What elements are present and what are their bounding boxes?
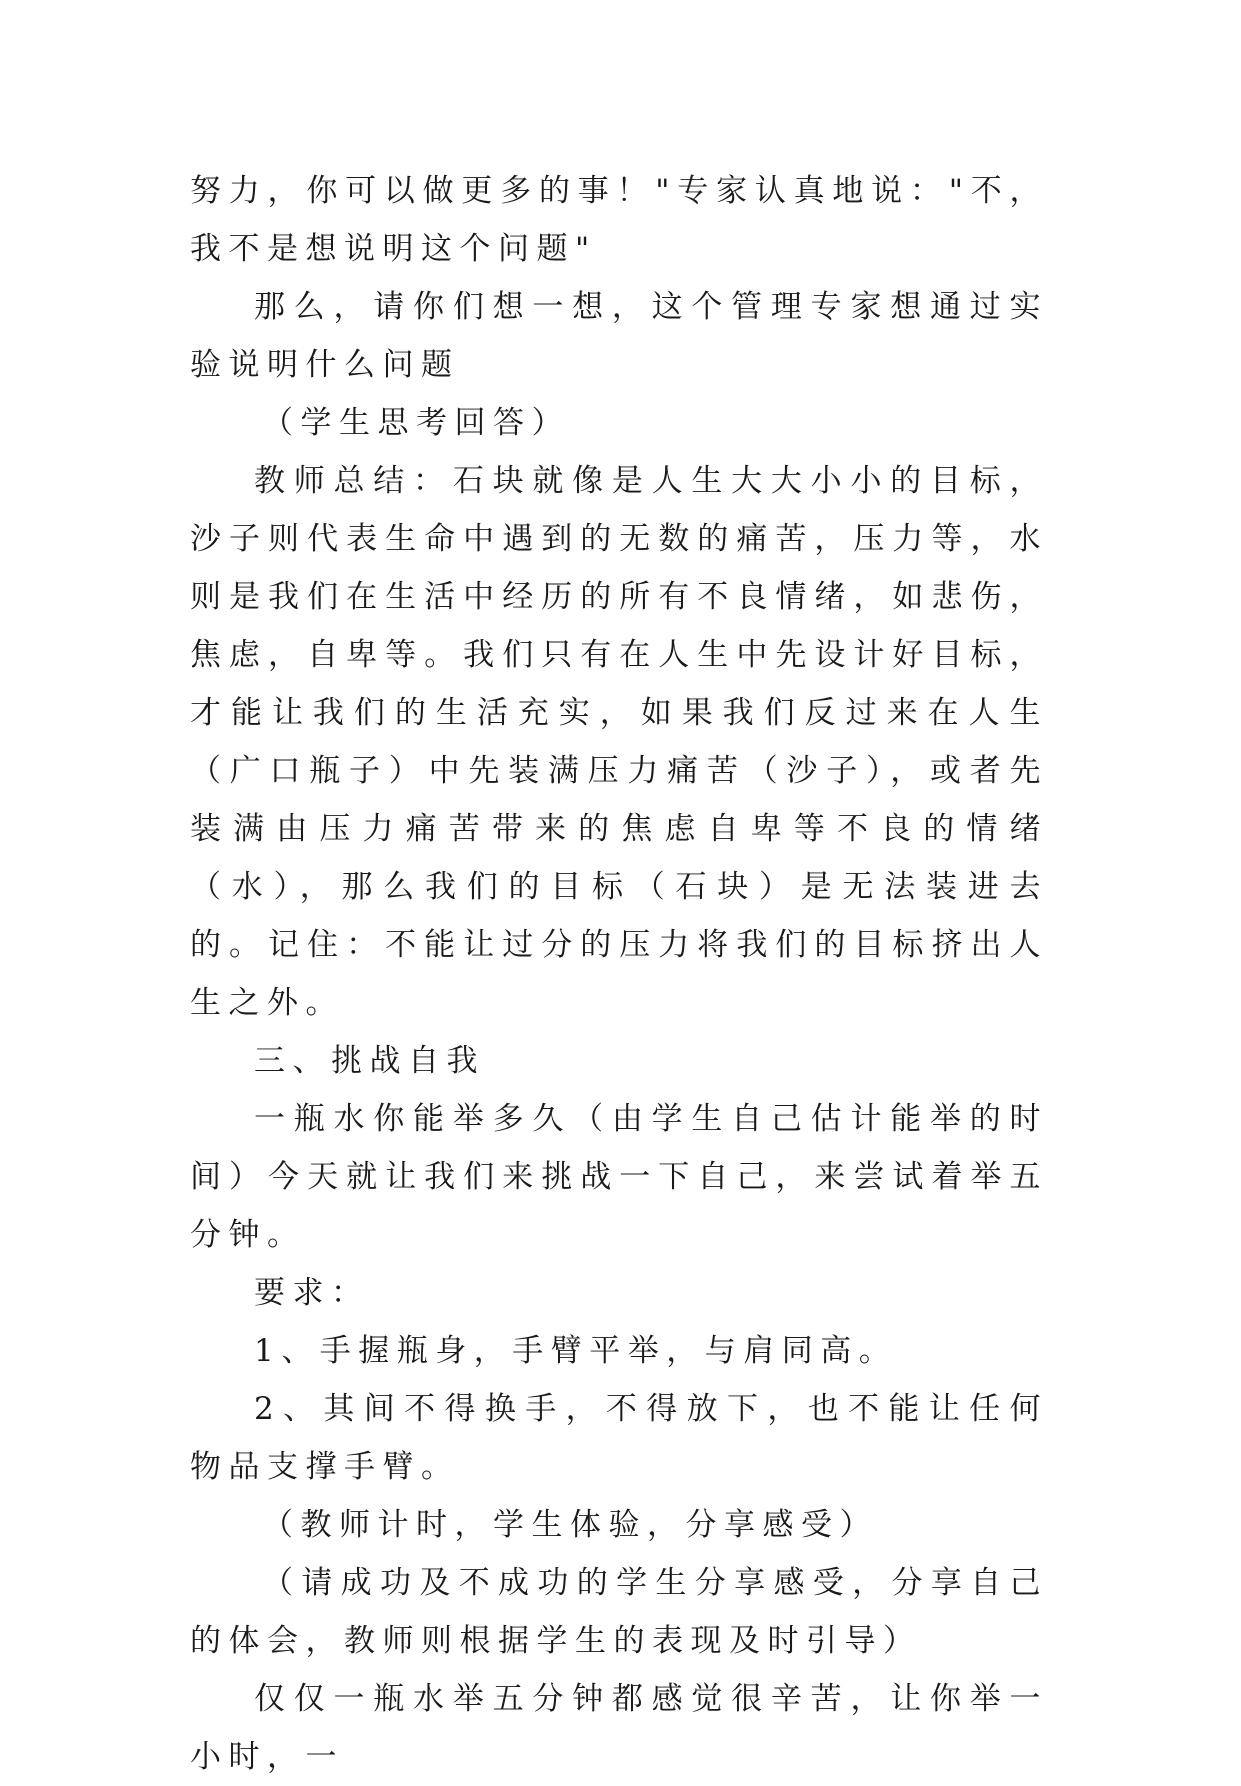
paragraph-12: 仅仅一瓶水举五分钟都感觉很辛苦，让你举一小时，一 [190,1681,1048,1775]
paragraph-6: 一瓶水你能举多久（由学生自己估计能举的时间）今天就让我们来挑战一下自己，来尝试着举五分钟。 [190,1101,1048,1253]
paragraph-4: 教师总结：石块就像是人生大大小小的目标，沙子则代表生命中遇到的无数的痛苦，压力等，水则是我们在生活中经历的所有不良情绪，如悲伤，焦虑，自卑等。我们只有在人生中先设计好目标，才能让我们的生活充实，如果我们反过来在人生（广口瓶子）中先装满压力痛苦（沙子），或者先装满由压力痛苦带来的焦虑自卑等不良的情绪（水），那么我们的目标（石块）是无法装进去的。记住：不能让过分的压力将我们的目标挤出人生之外。 [190,463,1048,1021]
requirement-1: 1、手握瓶身，手臂平举，与肩同高。 [254,1333,898,1369]
requirement-2: 2、其间不得换手，不得放下，也不能让任何物品支撑手臂。 [190,1391,1048,1485]
paragraph-3: （学生思考回答） [262,405,570,441]
requirements-label: 要求： [254,1275,370,1311]
paragraph-10: （教师计时，学生体验，分享感受） [262,1507,878,1543]
paragraph-2: 那么，请你们想一想，这个管理专家想通过实验说明什么问题 [190,289,1048,383]
paragraph-11: （请成功及不成功的学生分享感受，分享自己的体会，教师则根据学生的表现及时引导） [190,1565,1048,1659]
section-heading: 三、挑战自我 [254,1043,485,1079]
document-page [190,162,1048,1786]
paragraph-1: 努力，你可以做更多的事！"专家认真地说："不，我不是想说明这个问题" [190,173,1048,267]
